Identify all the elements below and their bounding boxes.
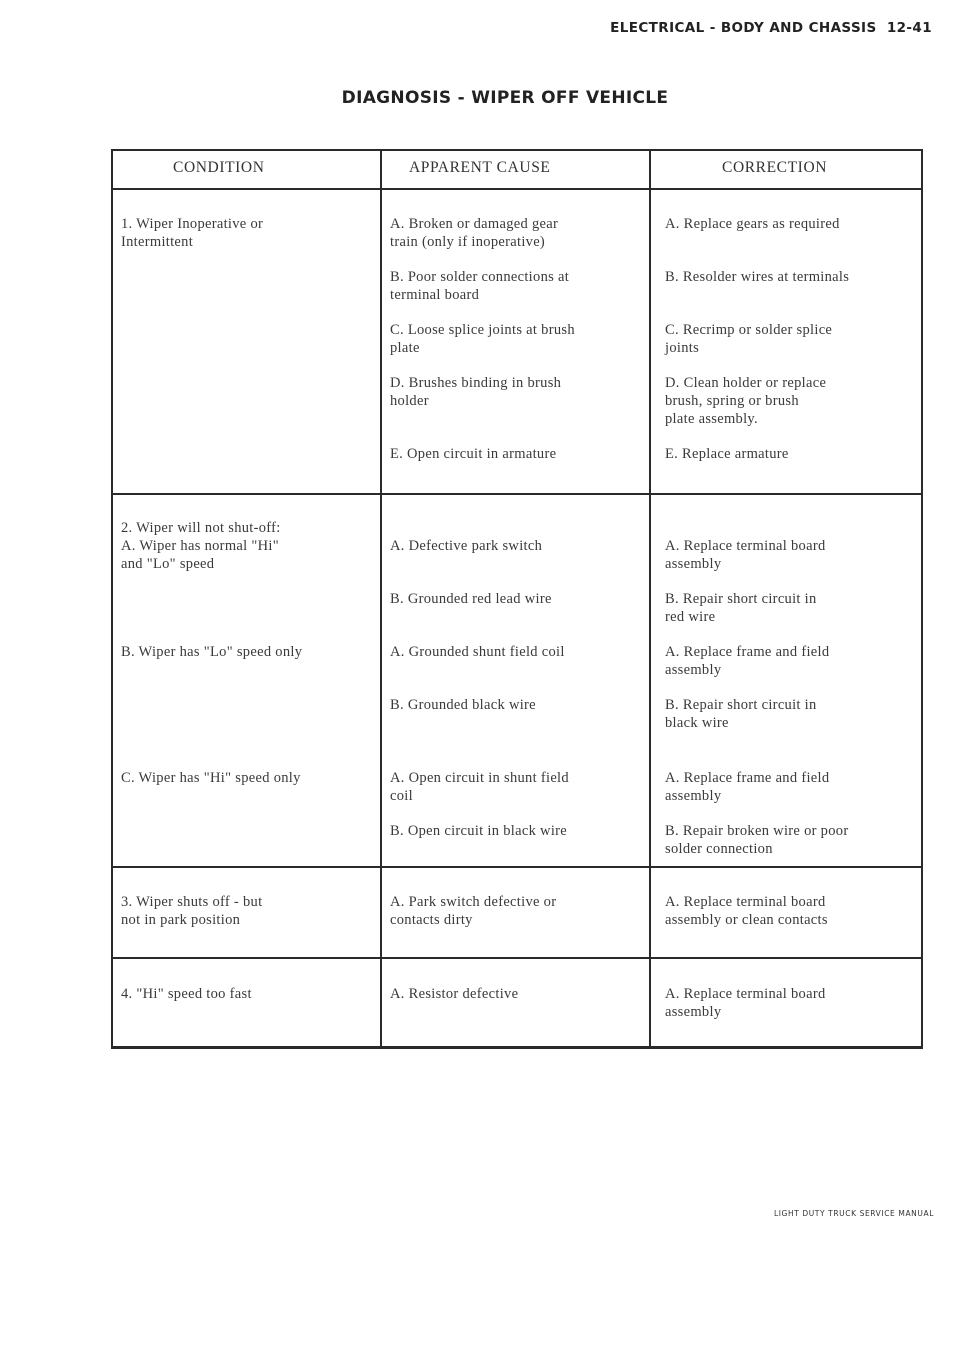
correction-cell: D. Clean holder or replace brush, spring or brush plate assembly. <box>665 375 827 427</box>
column-header-apparent-cause: APPARENT CAUSE <box>409 159 551 176</box>
correction-cell: A. Replace frame and field assembly <box>665 644 830 678</box>
column-header-condition: CONDITION <box>173 159 265 176</box>
subcondition-cell: B. Wiper has "Lo" speed only <box>121 644 303 660</box>
column-header-correction: CORRECTION <box>722 159 828 176</box>
cause-cell: B. Grounded red lead wire <box>390 591 552 607</box>
condition-cell: 3. Wiper shuts off - but not in park position <box>121 894 263 928</box>
cause-cell: A. Defective park switch <box>390 538 543 554</box>
correction-cell: A. Replace terminal board assembly <box>665 538 826 572</box>
correction-cell: A. Replace frame and field assembly <box>665 770 830 804</box>
correction-cell: B. Resolder wires at terminals <box>665 269 850 285</box>
subcondition-cell: C. Wiper has "Hi" speed only <box>121 770 301 786</box>
page-header <box>610 20 932 36</box>
cause-cell: A. Resistor defective <box>390 986 519 1002</box>
page-footer: LIGHT DUTY TRUCK SERVICE MANUAL <box>773 1209 934 1218</box>
subcondition-cell: A. Wiper has normal "Hi" and "Lo" speed <box>121 538 279 572</box>
cause-cell: E. Open circuit in armature <box>390 446 557 462</box>
condition-cell: 4. "Hi" speed too fast <box>121 986 252 1002</box>
row-divider <box>113 957 921 959</box>
row-divider <box>113 493 921 495</box>
section-title: ELECTRICAL - BODY AND CHASSIS <box>610 20 877 36</box>
page-title: DIAGNOSIS - WIPER OFF VEHICLE <box>341 88 669 108</box>
correction-cell: A. Replace terminal board assembly or clean contacts <box>665 894 828 928</box>
cause-cell: B. Poor solder connections at terminal board <box>390 269 570 303</box>
correction-cell: A. Replace terminal board assembly <box>665 986 826 1020</box>
cause-cell: B. Open circuit in black wire <box>390 823 568 839</box>
header-divider <box>113 188 921 190</box>
column-divider <box>380 151 382 1046</box>
cause-cell: A. Park switch defective or contacts dirty <box>390 894 557 928</box>
condition-cell: 2. Wiper will not shut-off: <box>121 520 281 536</box>
row-divider <box>113 866 921 868</box>
column-divider <box>649 151 651 1046</box>
cause-cell: A. Open circuit in shunt field coil <box>390 770 569 804</box>
correction-cell: B. Repair broken wire or poor solder connection <box>665 823 849 857</box>
diagnosis-table <box>111 149 923 1049</box>
condition-cell: 1. Wiper Inoperative or Intermittent <box>121 216 264 250</box>
cause-cell: B. Grounded black wire <box>390 697 536 713</box>
correction-cell: B. Repair short circuit in black wire <box>665 697 817 731</box>
cause-cell: C. Loose splice joints at brush plate <box>390 322 575 356</box>
correction-cell: B. Repair short circuit in red wire <box>665 591 817 625</box>
page-number: 12-41 <box>886 20 932 36</box>
correction-cell: C. Recrimp or solder splice joints <box>665 322 833 356</box>
correction-cell: E. Replace armature <box>665 446 789 462</box>
cause-cell: A. Broken or damaged gear train (only if inoperative) <box>390 216 559 250</box>
cause-cell: D. Brushes binding in brush holder <box>390 375 562 409</box>
correction-cell: A. Replace gears as required <box>665 216 840 232</box>
cause-cell: A. Grounded shunt field coil <box>390 644 565 660</box>
